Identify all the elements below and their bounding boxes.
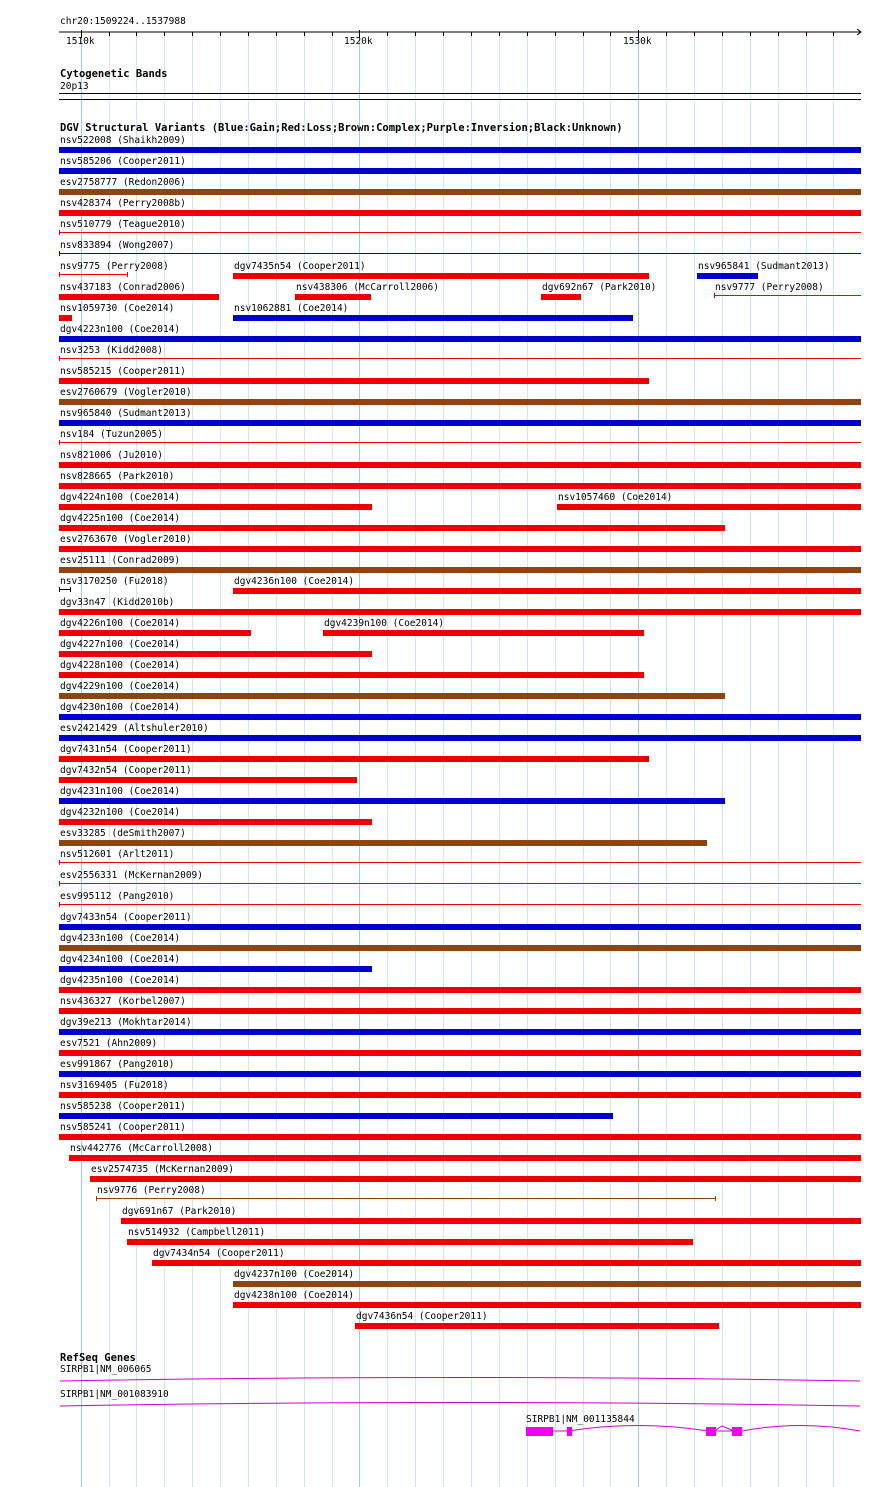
sv-feature[interactable]	[59, 660, 644, 678]
gene-feature[interactable]	[60, 1389, 860, 1406]
sv-feature[interactable]	[59, 1059, 861, 1077]
sv-label: nsv9776 (Perry2008)	[97, 1185, 206, 1196]
sv-bar	[59, 735, 861, 741]
sv-bar	[59, 1092, 861, 1098]
sv-label: nsv512601 (Arlt2011)	[60, 849, 175, 860]
sv-bar	[59, 798, 725, 804]
sv-bar	[59, 210, 861, 216]
sv-label: nsv585238 (Cooper2011)	[60, 1101, 186, 1112]
sv-feature[interactable]	[59, 702, 861, 720]
sv-bar	[233, 588, 861, 594]
sv-feature[interactable]	[59, 933, 861, 951]
sv-feature[interactable]	[59, 576, 169, 592]
sv-feature[interactable]	[59, 345, 861, 361]
sv-feature[interactable]	[59, 513, 725, 531]
dgv-track-title: DGV Structural Variants (Blue:Gain;Red:Loss;Brown:Complex;Purple:Inversion;Black:Unknown)	[60, 122, 623, 134]
cytoband-track-title: Cytogenetic Bands	[60, 68, 168, 80]
sv-label: nsv522008 (Shaikh2009)	[60, 135, 186, 146]
cytoband-track	[59, 68, 861, 100]
sv-label: nsv585241 (Cooper2011)	[60, 1122, 186, 1133]
sv-feature[interactable]	[96, 1185, 716, 1201]
sv-label: dgv692n67 (Park2010)	[542, 282, 657, 293]
sv-feature[interactable]	[59, 765, 357, 783]
sv-label: nsv821006 (Ju2010)	[60, 450, 163, 461]
sv-bar	[127, 1239, 693, 1245]
sv-bar	[59, 525, 725, 531]
sv-feature[interactable]	[233, 261, 649, 279]
sv-label: dgv4224n100 (Coe2014)	[60, 492, 181, 503]
sv-label: dgv4228n100 (Coe2014)	[60, 660, 181, 671]
sv-label: dgv7434n54 (Cooper2011)	[153, 1248, 285, 1259]
sv-bar	[59, 189, 861, 195]
sv-feature[interactable]	[59, 471, 861, 489]
sv-bar	[541, 294, 581, 300]
sv-label: dgv4234n100 (Coe2014)	[60, 954, 181, 965]
sv-bar	[59, 315, 72, 321]
sv-bar	[59, 609, 861, 615]
sv-bar	[295, 294, 371, 300]
sv-bar	[59, 945, 861, 951]
sv-label: dgv7433n54 (Cooper2011)	[60, 912, 192, 923]
sv-feature[interactable]	[59, 492, 372, 510]
sv-label: esv995112 (Pang2010)	[60, 891, 175, 902]
sv-feature[interactable]	[59, 261, 169, 277]
sv-feature[interactable]	[323, 618, 644, 636]
gene-exon	[706, 1427, 716, 1436]
sv-label: dgv4237n100 (Coe2014)	[234, 1269, 355, 1280]
sv-label: nsv438306 (McCarroll2006)	[296, 282, 439, 293]
sv-label: nsv437183 (Conrad2006)	[60, 282, 186, 293]
sv-label: dgv4239n100 (Coe2014)	[324, 618, 445, 629]
sv-feature[interactable]	[59, 1122, 861, 1140]
gene-intron-line	[60, 1378, 860, 1382]
sv-bar	[59, 987, 861, 993]
ruler	[59, 16, 861, 47]
sv-label: nsv828665 (Park2010)	[60, 471, 175, 482]
sv-label: esv7521 (Ahn2009)	[60, 1038, 158, 1049]
sv-bar	[59, 147, 861, 153]
sv-label: nsv428374 (Perry2008b)	[60, 198, 186, 209]
sv-bar	[59, 924, 861, 930]
ruler-tick-label: 1520k	[344, 36, 373, 47]
refseq-track	[60, 1352, 860, 1436]
sv-bar	[59, 378, 649, 384]
sv-feature[interactable]	[59, 303, 174, 321]
sv-feature[interactable]	[233, 576, 861, 594]
sv-bar	[59, 567, 861, 573]
gene-exon	[732, 1427, 742, 1436]
sv-bar	[59, 672, 644, 678]
gene-intron-line	[60, 1403, 860, 1407]
sv-bar	[59, 294, 219, 300]
sv-label: dgv4232n100 (Coe2014)	[60, 807, 181, 818]
sv-feature[interactable]	[59, 849, 861, 865]
sv-feature[interactable]	[59, 912, 861, 930]
sv-feature[interactable]	[59, 828, 707, 846]
sv-label: dgv4223n100 (Coe2014)	[60, 324, 181, 335]
sv-label: nsv9777 (Perry2008)	[715, 282, 824, 293]
sv-bar	[59, 714, 861, 720]
sv-bar	[152, 1260, 861, 1266]
sv-label: nsv965840 (Sudmant2013)	[60, 408, 192, 419]
sv-bar	[59, 504, 372, 510]
sv-label: nsv184 (Tuzun2005)	[60, 429, 163, 440]
sv-feature[interactable]	[59, 891, 861, 907]
refseq-track-title: RefSeq Genes	[60, 1352, 136, 1364]
sv-feature[interactable]	[355, 1311, 719, 1329]
sv-feature[interactable]	[59, 723, 861, 741]
sv-bar	[59, 651, 372, 657]
sv-bar	[233, 273, 649, 279]
sv-label: dgv33n47 (Kidd2010b)	[60, 597, 175, 608]
sv-bar	[697, 273, 758, 279]
location-label: chr20:1509224..1537988	[60, 16, 186, 27]
sv-label: esv2758777 (Redon2006)	[60, 177, 186, 188]
sv-label: esv33285 (deSmith2007)	[60, 828, 186, 839]
sv-bar	[59, 1008, 861, 1014]
sv-bar	[69, 1155, 861, 1161]
sv-label: nsv833894 (Wong2007)	[60, 240, 175, 251]
sv-label: nsv3253 (Kidd2008)	[60, 345, 163, 356]
sv-label: dgv7432n54 (Cooper2011)	[60, 765, 192, 776]
sv-feature[interactable]	[59, 744, 649, 762]
sv-feature[interactable]	[59, 681, 725, 699]
sv-feature[interactable]	[59, 597, 861, 615]
sv-feature[interactable]	[59, 408, 861, 426]
sv-label: nsv965841 (Sudmant2013)	[698, 261, 830, 272]
sv-bar	[59, 546, 861, 552]
sv-label: dgv4230n100 (Coe2014)	[60, 702, 181, 713]
gene-feature[interactable]	[60, 1364, 860, 1381]
sv-bar	[233, 315, 633, 321]
gene-intron-line	[714, 1426, 734, 1431]
sv-label: dgv4236n100 (Coe2014)	[234, 576, 355, 587]
sv-bar	[355, 1323, 719, 1329]
sv-label: nsv585215 (Cooper2011)	[60, 366, 186, 377]
sv-label: dgv4225n100 (Coe2014)	[60, 513, 181, 524]
sv-bar	[59, 1029, 861, 1035]
sv-bar	[59, 840, 707, 846]
sv-label: esv2556331 (McKernan2009)	[60, 870, 203, 881]
sv-feature[interactable]	[557, 492, 861, 510]
sv-feature[interactable]	[127, 1227, 693, 1245]
sv-feature[interactable]	[69, 1143, 861, 1161]
sv-label: dgv7435n54 (Cooper2011)	[234, 261, 366, 272]
sv-feature[interactable]	[59, 1080, 861, 1098]
sv-feature[interactable]	[90, 1164, 861, 1182]
sv-bar	[59, 777, 357, 783]
ruler-tick-label: 1530k	[623, 36, 652, 47]
sv-feature[interactable]	[59, 534, 861, 552]
sv-feature[interactable]	[59, 387, 861, 405]
gene-exon	[567, 1427, 572, 1436]
sv-bar	[59, 168, 861, 174]
sv-label: dgv39e213 (Mokhtar2014)	[60, 1017, 192, 1028]
sv-label: esv991867 (Pang2010)	[60, 1059, 175, 1070]
sv-label: dgv4226n100 (Coe2014)	[60, 618, 181, 629]
sv-feature[interactable]	[233, 1269, 861, 1287]
sv-bar	[557, 504, 861, 510]
sv-feature[interactable]	[152, 1248, 861, 1266]
sv-feature[interactable]	[59, 1101, 613, 1119]
sv-bar	[59, 399, 861, 405]
sv-label: dgv7436n54 (Cooper2011)	[356, 1311, 488, 1322]
sv-label: esv25111 (Conrad2009)	[60, 555, 181, 566]
sv-feature[interactable]	[59, 807, 372, 825]
sv-bar	[233, 1302, 861, 1308]
dgv-features	[59, 135, 861, 1329]
sv-label: nsv585206 (Cooper2011)	[60, 156, 186, 167]
sv-label: dgv7431n54 (Cooper2011)	[60, 744, 192, 755]
sv-label: esv2763670 (Vogler2010)	[60, 534, 192, 545]
sv-bar	[59, 1071, 861, 1077]
sv-feature[interactable]	[295, 282, 439, 300]
sv-label: nsv1062881 (Coe2014)	[234, 303, 349, 314]
sv-label: nsv3169405 (Fu2018)	[60, 1080, 169, 1091]
sv-feature[interactable]	[59, 450, 861, 468]
sv-label: dgv691n67 (Park2010)	[122, 1206, 237, 1217]
sv-feature[interactable]	[59, 786, 725, 804]
sv-feature[interactable]	[59, 870, 861, 886]
sv-bar	[59, 1134, 861, 1140]
gene-label: SIRPB1|NM_001083910	[60, 1389, 169, 1400]
sv-label: esv2574735 (McKernan2009)	[91, 1164, 234, 1175]
sv-label: dgv4231n100 (Coe2014)	[60, 786, 181, 797]
sv-bar	[59, 966, 372, 972]
sv-bar	[59, 693, 725, 699]
sv-bar	[59, 630, 251, 636]
sv-feature[interactable]	[233, 303, 633, 321]
sv-feature[interactable]	[59, 618, 251, 636]
sv-label: dgv4235n100 (Coe2014)	[60, 975, 181, 986]
sv-feature[interactable]	[697, 261, 830, 279]
sv-bar	[233, 1281, 861, 1287]
sv-feature[interactable]	[59, 219, 861, 235]
sv-label: nsv442776 (McCarroll2008)	[70, 1143, 213, 1154]
gene-label: SIRPB1|NM_006065	[60, 1364, 152, 1375]
sv-feature[interactable]	[59, 240, 861, 256]
sv-bar	[59, 483, 861, 489]
sv-label: dgv4229n100 (Coe2014)	[60, 681, 181, 692]
sv-bar	[90, 1176, 861, 1182]
sv-label: nsv1057460 (Coe2014)	[558, 492, 673, 503]
sv-feature[interactable]	[233, 1290, 861, 1308]
sv-feature[interactable]	[59, 156, 861, 174]
sv-feature[interactable]	[59, 282, 219, 300]
sv-bar	[121, 1218, 861, 1224]
sv-feature[interactable]	[714, 282, 861, 298]
sv-label: nsv1059730 (Coe2014)	[60, 303, 175, 314]
sv-bar	[59, 420, 861, 426]
sv-bar	[323, 630, 644, 636]
sv-feature[interactable]	[59, 555, 861, 573]
sv-feature[interactable]	[59, 1017, 861, 1035]
gene-exon	[526, 1427, 553, 1436]
sv-feature[interactable]	[59, 135, 861, 153]
sv-label: esv2421429 (Altshuler2010)	[60, 723, 209, 734]
sv-feature[interactable]	[59, 639, 372, 657]
dgv-track	[59, 122, 861, 1329]
sv-label: dgv4233n100 (Coe2014)	[60, 933, 181, 944]
sv-label: dgv4227n100 (Coe2014)	[60, 639, 181, 650]
sv-feature[interactable]	[59, 366, 649, 384]
sv-label: nsv510779 (Teague2010)	[60, 219, 186, 230]
sv-label: esv2760679 (Vogler2010)	[60, 387, 192, 398]
sv-feature[interactable]	[541, 282, 656, 300]
sv-bar	[59, 336, 861, 342]
sv-bar	[59, 1113, 613, 1119]
sv-label: dgv4238n100 (Coe2014)	[234, 1290, 355, 1301]
sv-bar	[59, 462, 861, 468]
sv-bar	[59, 1050, 861, 1056]
gene-label: SIRPB1|NM_001135844	[526, 1414, 635, 1425]
sv-feature[interactable]	[59, 975, 861, 993]
sv-feature[interactable]	[59, 996, 861, 1014]
sv-feature[interactable]	[59, 177, 861, 195]
sv-feature[interactable]	[59, 429, 861, 445]
sv-label: nsv3170250 (Fu2018)	[60, 576, 169, 587]
sv-label: nsv514932 (Campbell2011)	[128, 1227, 266, 1238]
cytoband-label: 20p13	[60, 81, 89, 92]
sv-feature[interactable]	[59, 954, 372, 972]
sv-label: nsv9775 (Perry2008)	[60, 261, 169, 272]
sv-bar	[59, 756, 649, 762]
ruler-tick-label: 1510k	[66, 36, 95, 47]
gene-feature[interactable]	[526, 1414, 860, 1436]
sv-feature[interactable]	[59, 198, 861, 216]
sv-bar	[59, 819, 372, 825]
sv-label: nsv436327 (Korbel2007)	[60, 996, 186, 1007]
sv-feature[interactable]	[59, 1038, 861, 1056]
sv-feature[interactable]	[59, 324, 861, 342]
